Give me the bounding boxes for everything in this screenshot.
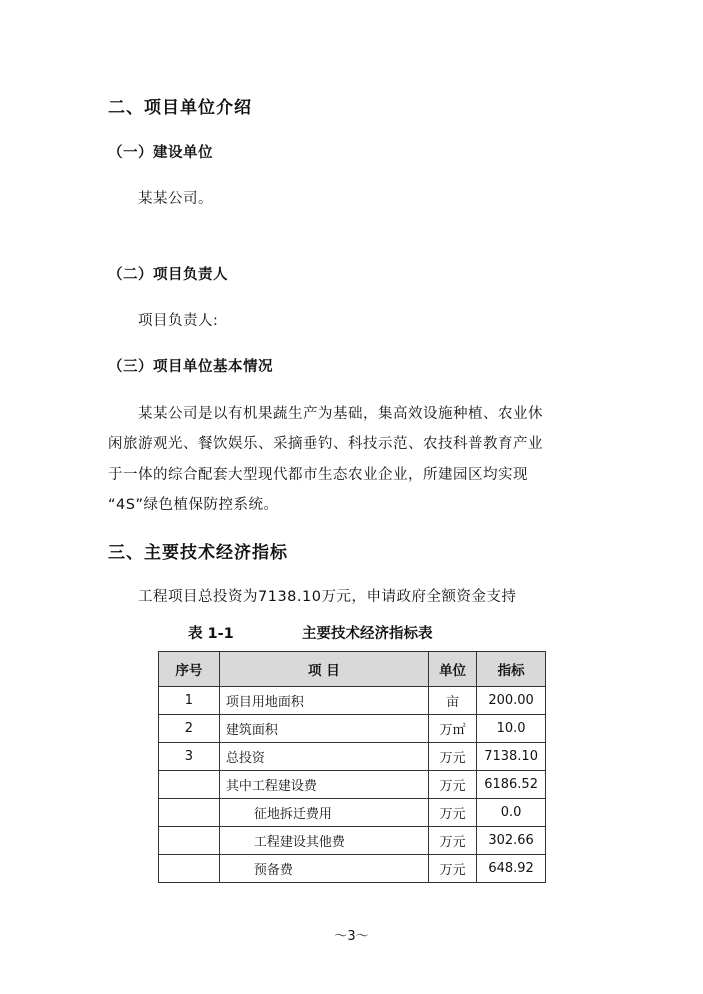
table-caption-title: 主要技术经济指标表 [302, 626, 433, 642]
cell-no [159, 771, 220, 799]
cell-unit: 万元 [428, 743, 476, 771]
cell-unit: 万元 [428, 799, 476, 827]
table-row [159, 743, 546, 771]
cell-item: 工程建设其他费 [219, 827, 428, 855]
table-row [159, 687, 546, 715]
table-row [159, 715, 546, 743]
cell-item: 总投资 [219, 743, 428, 771]
header-item: 项 目 [219, 652, 428, 687]
cell-item: 建筑面积 [219, 715, 428, 743]
subsection-3-title: （三）项目单位基本情况 [108, 359, 273, 375]
table-header-row [159, 652, 546, 687]
paragraph-line-2: 闲旅游观光、餐饮娱乐、采摘垂钓、科技示范、农技科普教育产业 [108, 436, 543, 452]
paragraph-line-1: 某某公司是以有机果蔬生产为基础，集高效设施种植、农业休 [138, 406, 543, 422]
cell-value: 10.0 [477, 715, 546, 743]
cell-value: 302.66 [477, 827, 546, 855]
cell-item: 预备费 [219, 855, 428, 883]
table-row [159, 799, 546, 827]
table-row [159, 771, 546, 799]
subsection-1-body: 某某公司。 [138, 191, 213, 207]
cell-no [159, 855, 220, 883]
header-unit: 单位 [428, 652, 476, 687]
page-number: ～3～ [334, 929, 369, 944]
cell-no [159, 799, 220, 827]
cell-value: 648.92 [477, 855, 546, 883]
cell-item: 征地拆迁费用 [219, 799, 428, 827]
table-row [159, 855, 546, 883]
cell-no [159, 827, 220, 855]
section-3-title: 三、主要技术经济指标 [108, 543, 288, 563]
cell-item: 项目用地面积 [219, 687, 428, 715]
cell-unit: 万元 [428, 855, 476, 883]
table-caption-number: 表 1-1 [188, 626, 234, 642]
cell-value: 7138.10 [477, 743, 546, 771]
paragraph-line-3: 于一体的综合配套大型现代都市生态农业企业，所建园区均实现 [108, 467, 528, 483]
header-no: 序号 [159, 652, 220, 687]
cell-value: 6186.52 [477, 771, 546, 799]
section-3-intro: 工程项目总投资为7138.10万元，申请政府全额资金支持 [138, 589, 517, 605]
cell-unit: 万元 [428, 827, 476, 855]
paragraph-line-4: “4S”绿色植保防控系统。 [108, 497, 279, 513]
cell-unit: 万㎡ [428, 715, 476, 743]
subsection-2-body: 项目负责人: [138, 313, 219, 329]
cell-item: 其中工程建设费 [219, 771, 428, 799]
cell-no: 1 [159, 687, 220, 715]
cell-no: 2 [159, 715, 220, 743]
cell-unit: 万元 [428, 771, 476, 799]
cell-no: 3 [159, 743, 220, 771]
cell-value: 200.00 [477, 687, 546, 715]
cell-value: 0.0 [477, 799, 546, 827]
subsection-1-title: （一）建设单位 [108, 145, 213, 161]
economic-indicators-table [158, 651, 546, 883]
subsection-2-title: （二）项目负责人 [108, 267, 228, 283]
section-2-title: 二、项目单位介绍 [108, 98, 252, 118]
cell-unit: 亩 [428, 687, 476, 715]
table-row [159, 827, 546, 855]
header-value: 指标 [477, 652, 546, 687]
